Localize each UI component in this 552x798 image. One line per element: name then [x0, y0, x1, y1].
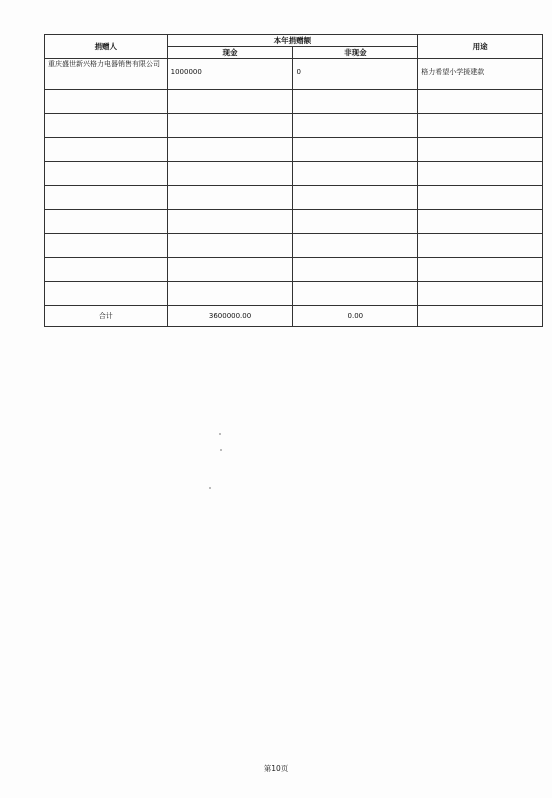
cell-non-cash [293, 114, 418, 138]
cell-usage: 格力希望小学援建款 [418, 59, 543, 90]
total-non-cash: 0.00 [293, 306, 418, 327]
cell-usage [418, 90, 543, 114]
table-row [45, 210, 543, 234]
cell-usage [418, 186, 543, 210]
total-usage [418, 306, 543, 327]
cell-cash [167, 234, 293, 258]
cell-cash [167, 138, 293, 162]
cell-donor [45, 162, 168, 186]
cell-usage [418, 138, 543, 162]
cell-non-cash [293, 90, 418, 114]
cell-cash: 1000000 [167, 59, 293, 90]
cell-donor [45, 186, 168, 210]
cell-cash [167, 186, 293, 210]
cell-cash [167, 258, 293, 282]
cell-non-cash [293, 282, 418, 306]
table-row [45, 162, 543, 186]
cell-donor [45, 258, 168, 282]
cell-donor [45, 234, 168, 258]
table-row [45, 234, 543, 258]
cell-cash [167, 90, 293, 114]
cell-non-cash: 0 [293, 59, 418, 90]
header-cash: 现金 [167, 47, 293, 59]
header-usage: 用途 [418, 35, 543, 59]
table-row [45, 138, 543, 162]
page-number: 第10页 [263, 764, 289, 773]
cell-usage [418, 114, 543, 138]
table-row [45, 114, 543, 138]
header-donor: 捐赠人 [45, 35, 168, 59]
cell-donor [45, 210, 168, 234]
table-row [45, 90, 543, 114]
cell-usage [418, 258, 543, 282]
cell-donor [45, 90, 168, 114]
cell-cash [167, 114, 293, 138]
cell-cash [167, 282, 293, 306]
cell-cash [167, 162, 293, 186]
table-row [45, 258, 543, 282]
cell-usage [418, 234, 543, 258]
header-non-cash: 非现金 [293, 47, 418, 59]
cell-donor [45, 114, 168, 138]
cell-non-cash [293, 138, 418, 162]
total-cash: 3600000.00 [167, 306, 293, 327]
header-donation-amount: 本年捐赠额 [167, 35, 418, 47]
cell-non-cash [293, 258, 418, 282]
cell-donor [45, 138, 168, 162]
cell-usage [418, 282, 543, 306]
table-row [45, 186, 543, 210]
cell-non-cash [293, 234, 418, 258]
table-row [45, 282, 543, 306]
cell-usage [418, 162, 543, 186]
table-row [45, 59, 543, 90]
total-label: 合计 [45, 306, 168, 327]
cell-donor [45, 282, 168, 306]
cell-usage [418, 210, 543, 234]
cell-donor: 重庆盛世新兴格力电器销售有限公司 [45, 59, 168, 90]
cell-cash [167, 210, 293, 234]
cell-non-cash [293, 162, 418, 186]
cell-non-cash [293, 186, 418, 210]
scan-speck [209, 487, 211, 489]
total-row [45, 306, 543, 327]
scan-speck [219, 433, 221, 435]
scan-speck [220, 449, 222, 451]
cell-non-cash [293, 210, 418, 234]
donation-table [44, 34, 543, 327]
